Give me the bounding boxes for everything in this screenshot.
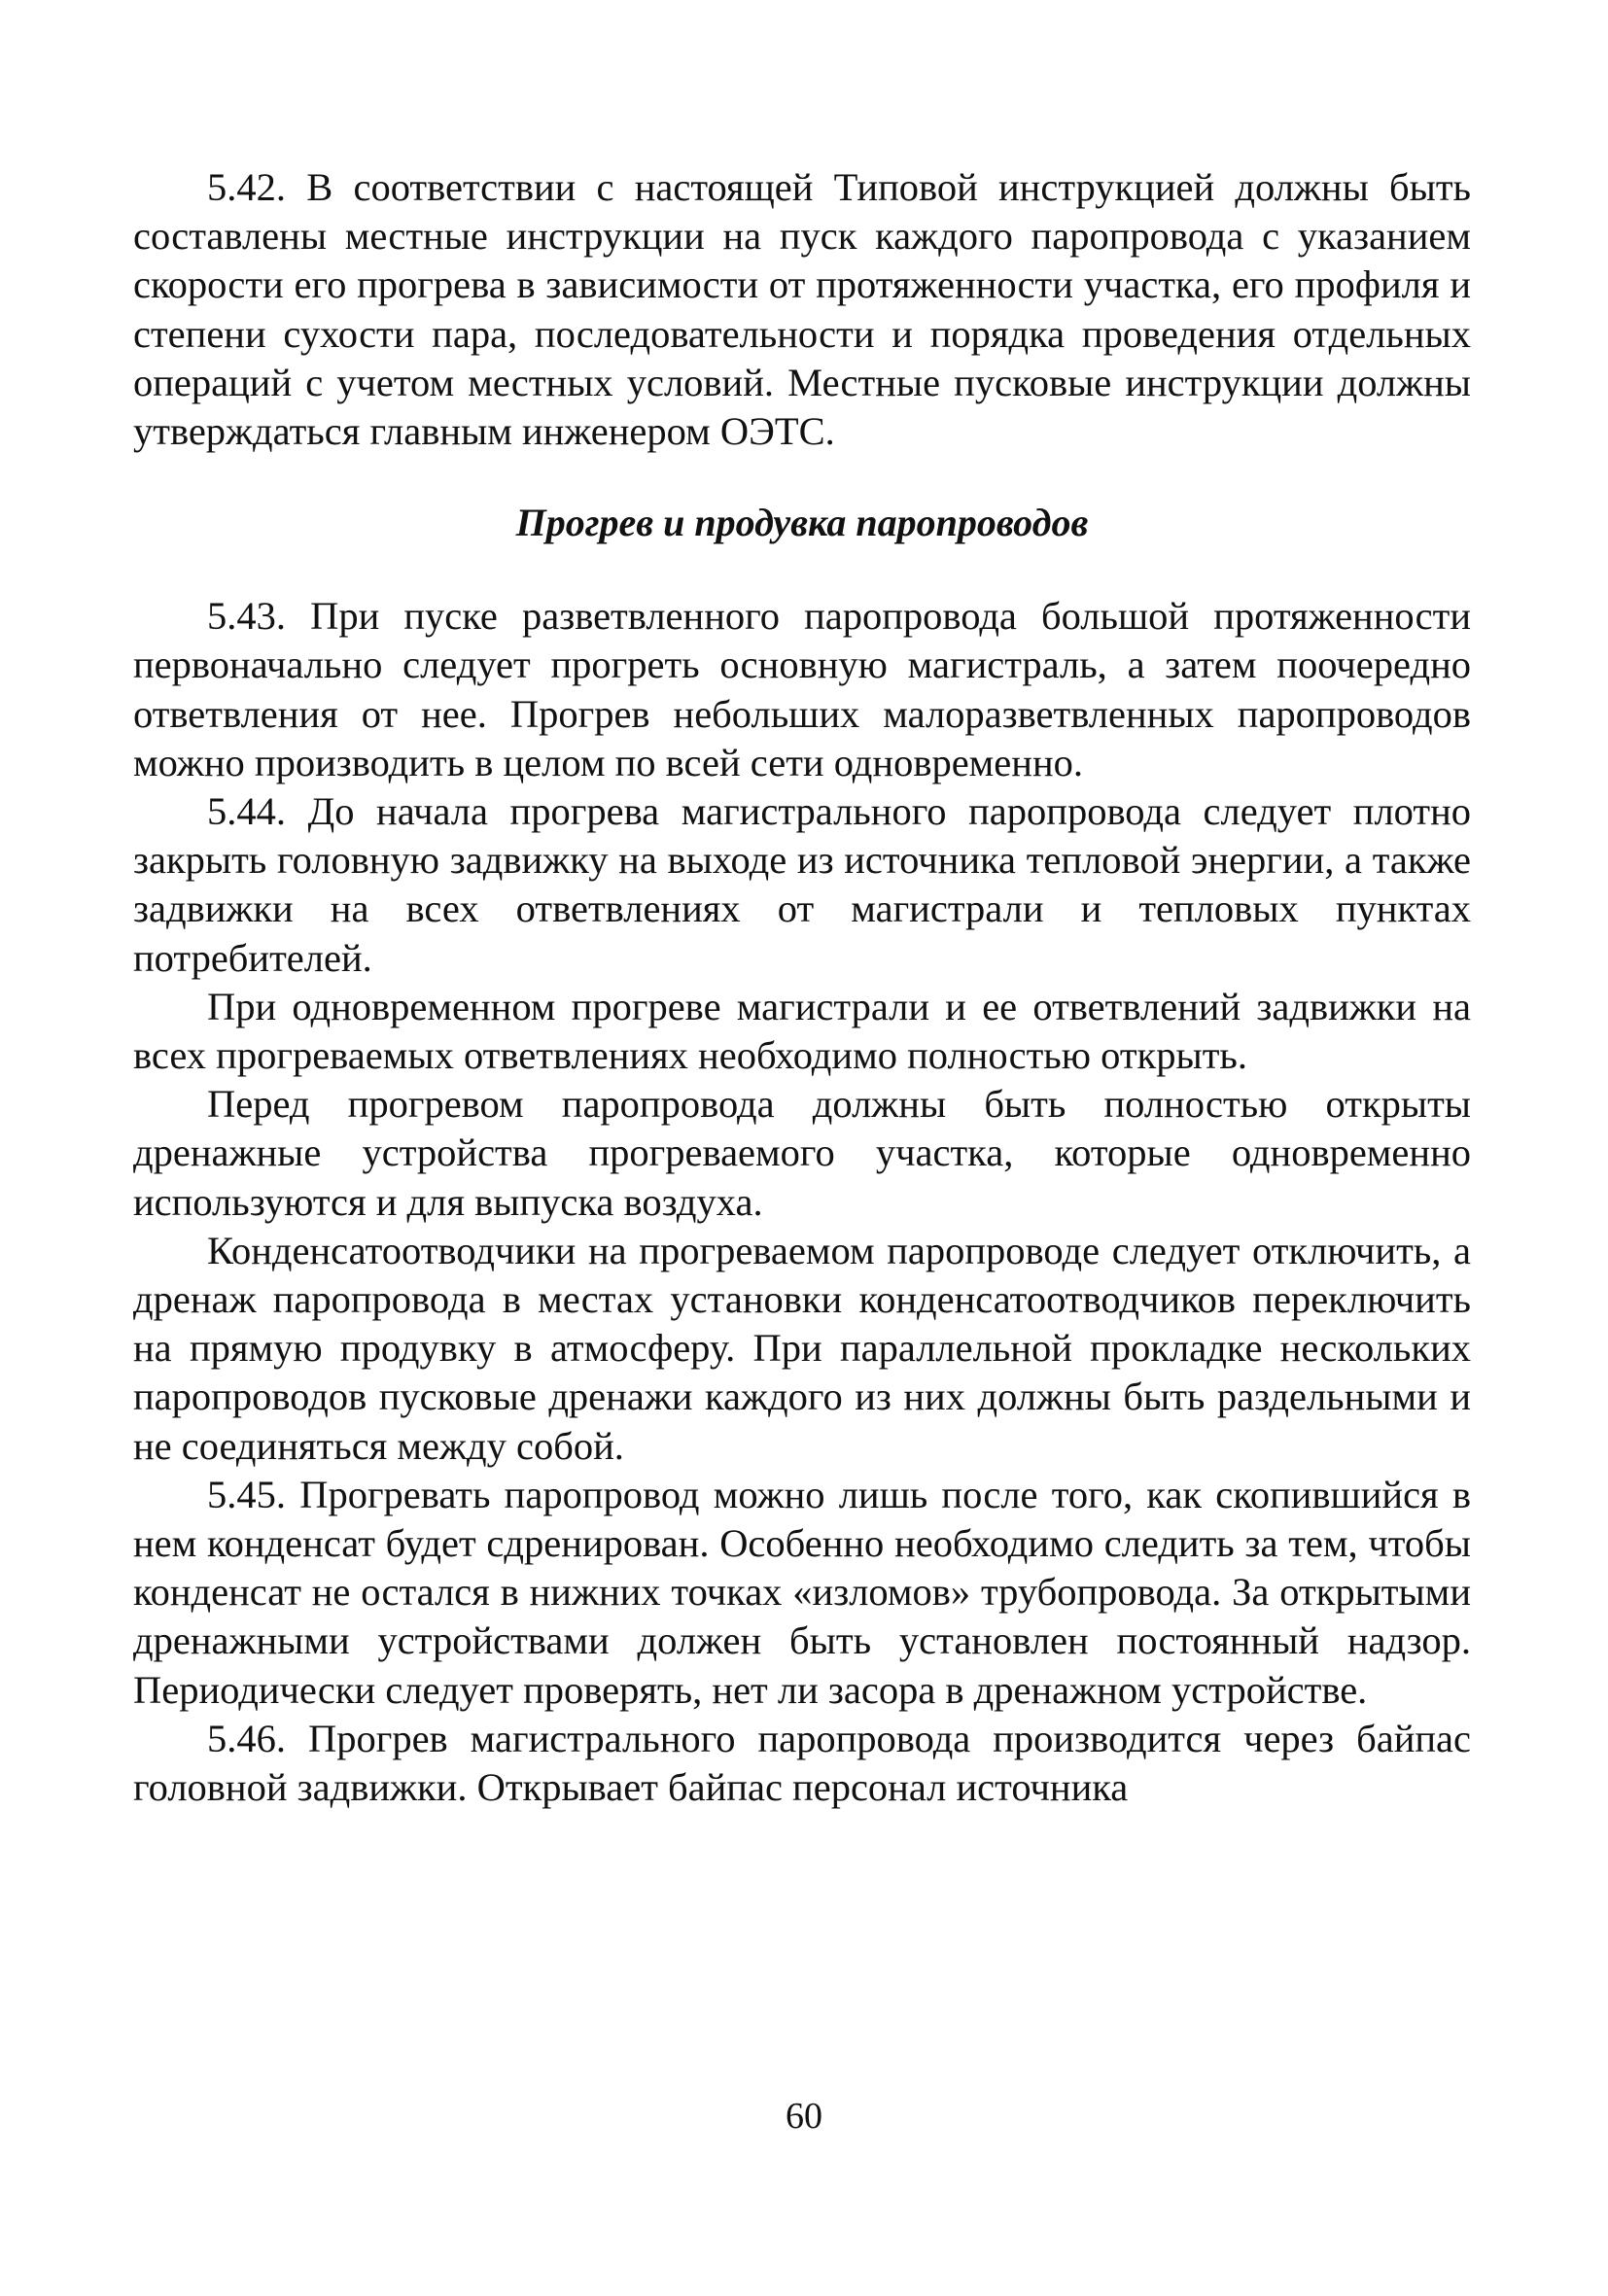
body-text (133, 163, 1471, 1812)
paragraph-5-43: 5.43. При пуске разветвленного паропровода большой протяженности первоначально следует прогреть основную магистраль, а затем поочередно ответвления от нее. Прогрев небольших малоразветвленных паропроводов можно производить в целом по всей сети одновременно. (133, 594, 1471, 784)
paragraph-5-44: 5.44. До начала прогрева магистрального паропровода следует плотно закрыть головную задвижку на выходе из источника тепловой энергии, а также задвижки на всех ответвлениях от магистрали и тепловых пунктах потребителей. (133, 789, 1471, 980)
paragraph-simultaneous-heating: При одновременном прогреве магистрали и ее ответвлений задвижки на всех прогреваемых ответвлениях необходимо полностью открыть. (133, 984, 1471, 1078)
page-number: 60 (786, 2096, 822, 2137)
paragraph-5-46: 5.46. Прогрев магистрального паропровода производится через байпас головной задвижки. Открывает байпас персонал источника (133, 1716, 1471, 1810)
section-heading: Прогрев и продувка паропроводов (515, 501, 1089, 545)
paragraph-drainage-before-heating: Перед прогревом паропровода должны быть полностью открыты дренажные устройства прогреваемого участка, которые одновременно используются и для выпуска воздуха. (133, 1082, 1471, 1224)
paragraph-5-42: 5.42. В соответствии с настоящей Типовой инструкцией должны быть составлены местные инструкции на пуск каждого паропровода с указанием скорости его прогрева в зависимости от протяженности участка, его профиля и степени сухости пара, последовательности и порядка проведения отдельных операций с учетом местных условий. Местные пусковые инструкции должны утверждаться главным инженером ОЭТС. (133, 165, 1471, 454)
paragraph-condensate-traps: Конденсатоотводчики на прогреваемом паропроводе следует отключить, а дренаж паропровода в местах установки конденсатоотводчиков переключить на прямую продувку в атмосферу. При параллельной прокладке нескольких паропроводов пусковые дренажи каждого из них должны быть раздельными и не соединяться между собой. (133, 1228, 1471, 1468)
paragraph-5-45: 5.45. Прогревать паропровод можно лишь после того, как скопившийся в нем конденсат будет сдренирован. Особенно необходимо следить за тем, чтобы конденсат не остался в нижних точках «изломов» трубопровода. За открытыми дренажными устройствами должен быть установлен постоянный надзор. Периодически следует проверять, нет ли засора в дренажном устройстве. (133, 1472, 1471, 1712)
